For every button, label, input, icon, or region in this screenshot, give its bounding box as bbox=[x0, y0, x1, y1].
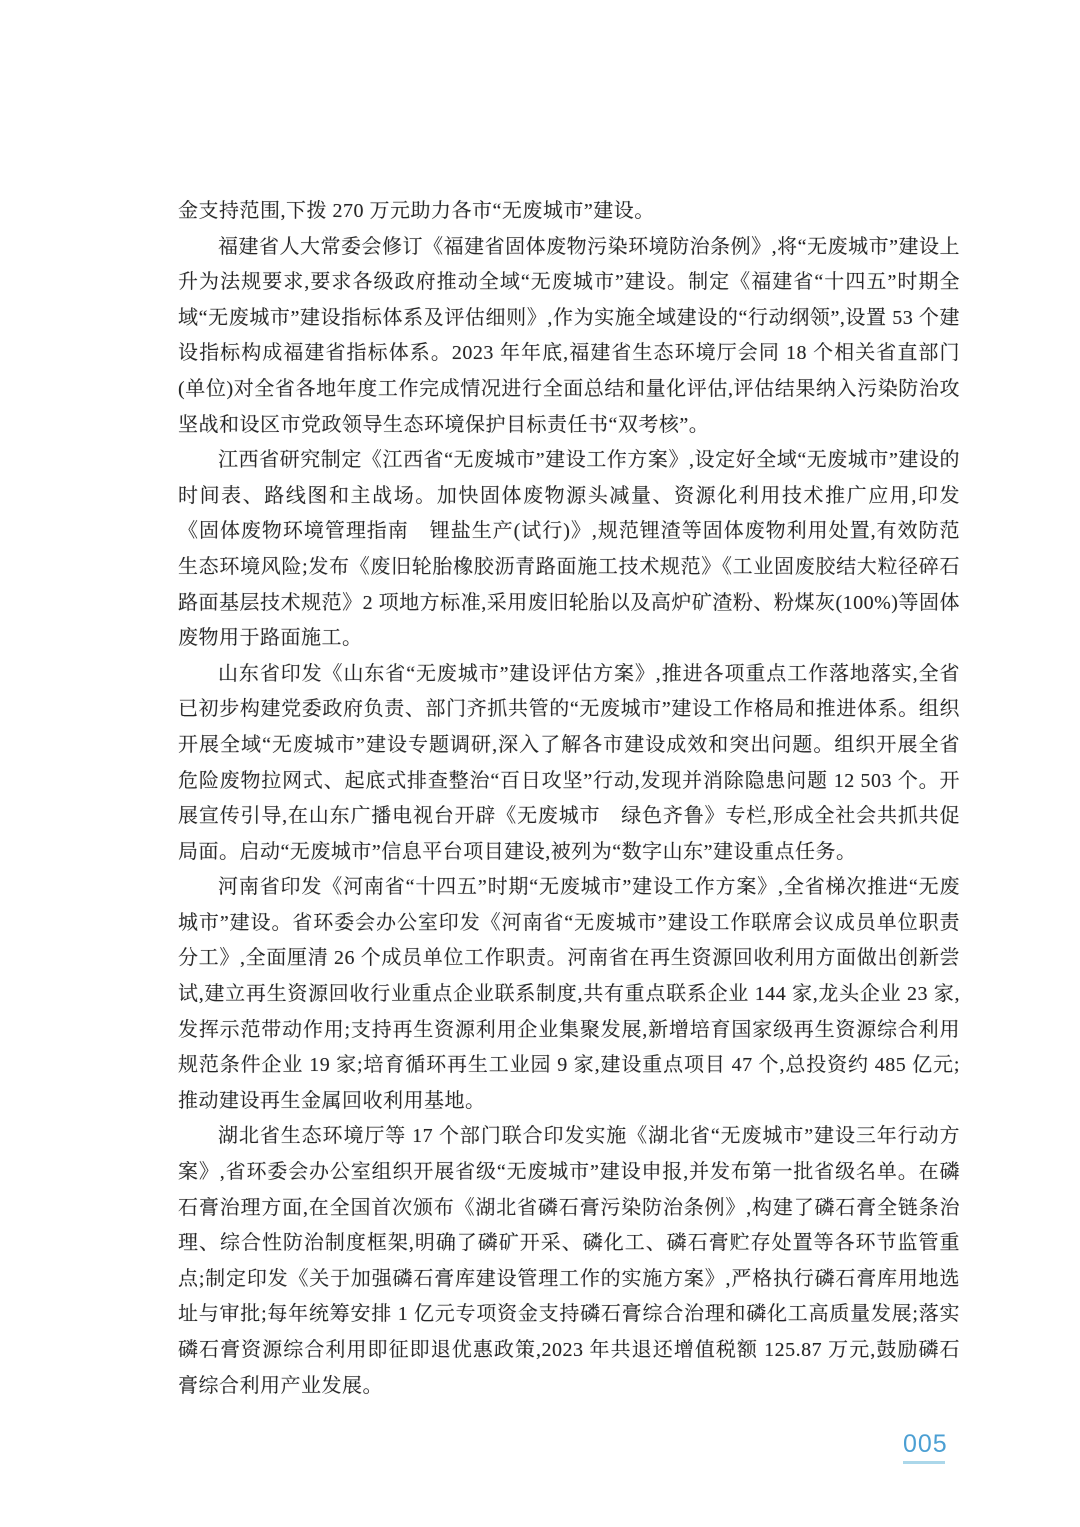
page-footer bbox=[903, 1430, 948, 1464]
paragraph: 河南省印发《河南省“十四五”时期“无废城市”建设工作方案》,全省梯次推进“无废城市”建设。省环委会办公室印发《河南省“无废城市”建设工作联席会议成员单位职责分工》,全面厘清 26 个成员单位工作职责。河南省在再生资源回收利用方面做出创新尝试,建立再生资源回收行业重点企业联系制度,共有重点联系企业 144 家,龙头企业 23 家,发挥示范带动作用;支持再生资源利用企业集聚发展,新增培育国家级再生资源综合利用规范条件企业 19 家;培育循环再生工业园 9 家,建设重点项目 47 个,总投资约 485 亿元;推动建设再生金属回收利用基地。 bbox=[178, 876, 960, 1112]
paragraph: 金支持范围,下拨 270 万元助力各市“无废城市”建设。 bbox=[178, 200, 655, 222]
paragraph: 山东省印发《山东省“无废城市”建设评估方案》,推进各项重点工作落地落实,全省已初步构建党委政府负责、部门齐抓共管的“无废城市”建设工作格局和推进体系。组织开展全域“无废城市”建设专题调研,深入了解各市建设成效和突出问题。组织开展全省危险废物拉网式、起底式排查整治“百日攻坚”行动,发现并消除隐患问题 12 503 个。开展宣传引导,在山东广播电视台开辟《无废城市 绿色齐鲁》专栏,形成全社会共抓共促局面。启动“无废城市”信息平台项目建设,被列为“数字山东”建设重点任务。 bbox=[178, 662, 960, 863]
page-number-underline bbox=[903, 1461, 945, 1464]
page-number: 005 bbox=[903, 1430, 948, 1458]
paragraph: 湖北省生态环境厅等 17 个部门联合印发实施《湖北省“无废城市”建设三年行动方案》,省环委会办公室组织开展省级“无废城市”建设申报,并发布第一批省级名单。在磷石膏治理方面,在全国首次颁布《湖北省磷石膏污染防治条例》,构建了磷石膏全链条治理、综合性防治制度框架,明确了磷矿开采、磷化工、磷石膏贮存处置等各环节监管重点;制定印发《关于加强磷石膏库建设管理工作的实施方案》,严格执行磷石膏库用地选址与审批;每年统筹安排 1 亿元专项资金支持磷石膏综合治理和磷化工高质量发展;落实磷石膏资源综合利用即征即退优惠政策,2023 年共退还增值税额 125.87 万元,鼓励磷石膏综合利用产业发展。 bbox=[178, 1125, 960, 1397]
paragraph: 江西省研究制定《江西省“无废城市”建设工作方案》,设定好全域“无废城市”建设的时间表、路线图和主战场。加快固体废物源头减量、资源化利用技术推广应用,印发《固体废物环境管理指南 锂盐生产(试行)》,规范锂渣等固体废物利用处置,有效防范生态环境风险;发布《废旧轮胎橡胶沥青路面施工技术规范》《工业固废胶结大粒径碎石路面基层技术规范》2 项地方标准,采用废旧轮胎以及高炉矿渣粉、粉煤灰(100%)等固体废物用于路面施工。 bbox=[178, 449, 960, 650]
paragraph: 福建省人大常委会修订《福建省固体废物污染环境防治条例》,将“无废城市”建设上升为法规要求,要求各级政府推动全域“无废城市”建设。制定《福建省“十四五”时期全域“无废城市”建设指标体系及评估细则》,作为实施全域建设的“行动纲领”,设置 53 个建设指标构成福建省指标体系。2023 年年底,福建省生态环境厅会同 18 个相关省直部门(单位)对全省各地年度工作完成情况进行全面总结和量化评估,评估结果纳入污染防治攻坚战和设区市党政领导生态环境保护目标责任书“双考核”。 bbox=[178, 235, 960, 436]
body-text bbox=[178, 194, 960, 1404]
